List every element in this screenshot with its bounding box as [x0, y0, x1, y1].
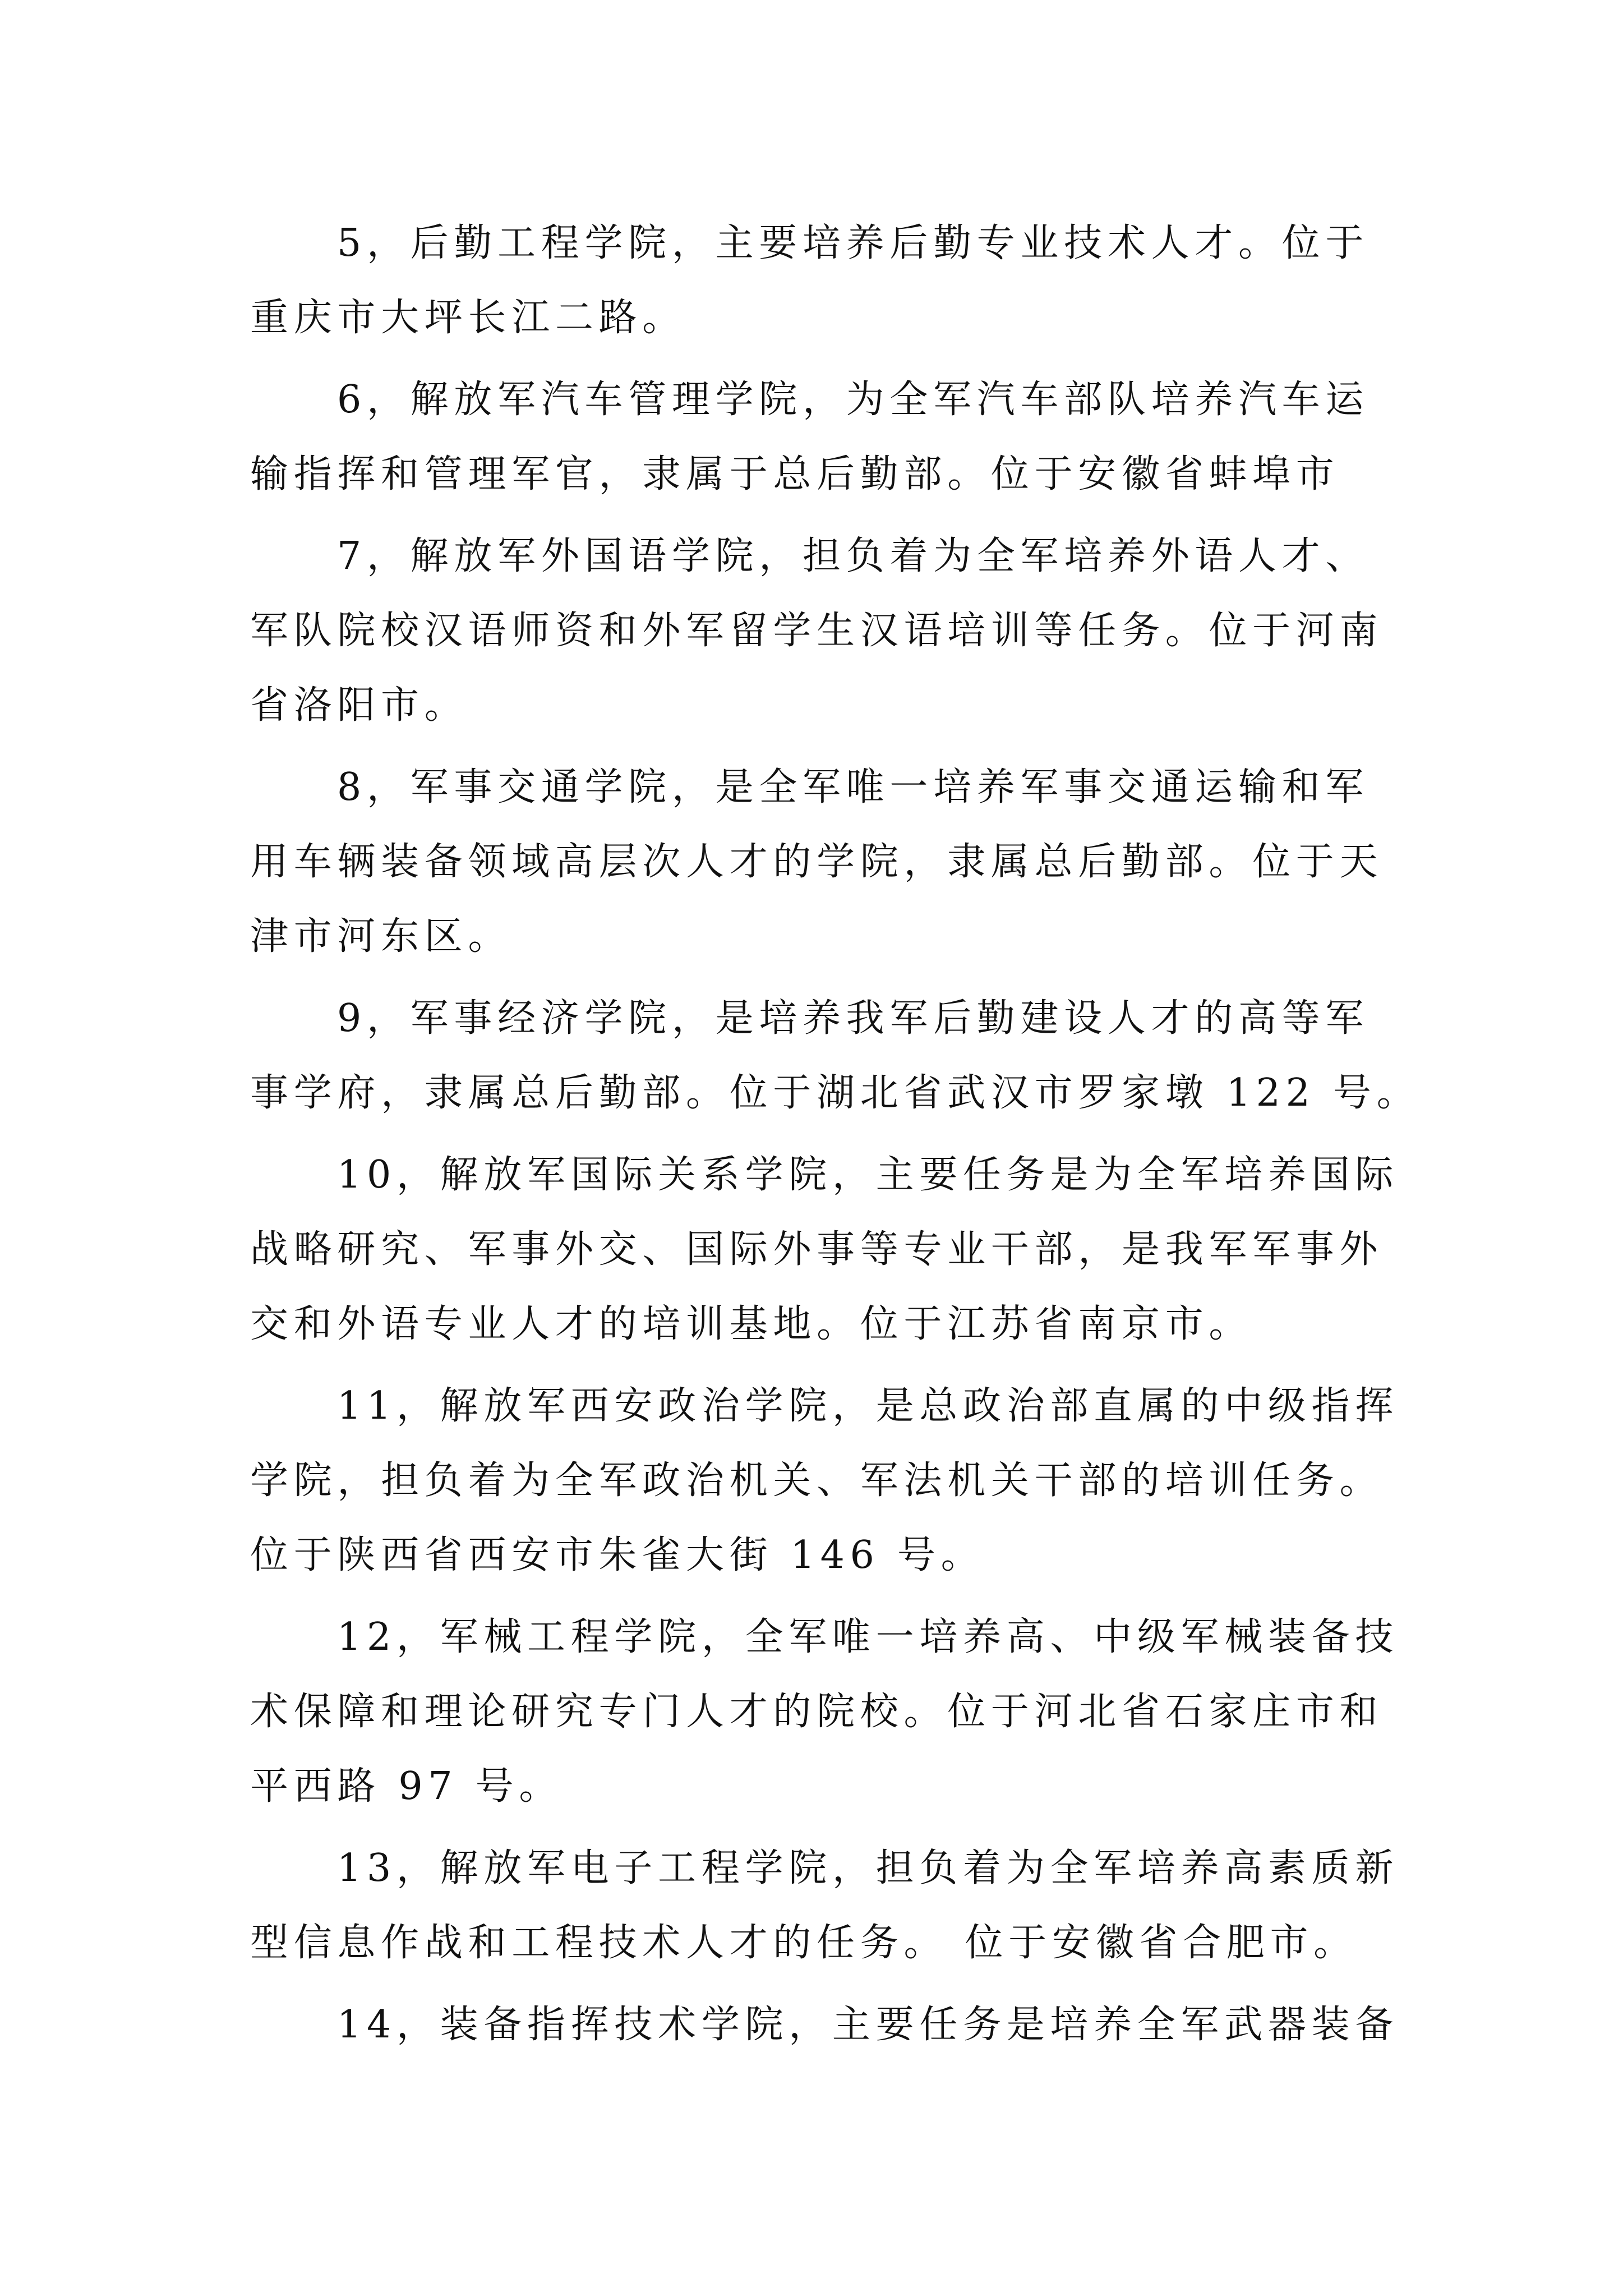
paragraph-item-13 — [250, 1831, 1428, 1980]
text-line: 14，装备指挥技术学院，主要任务是培养全军武器装备 — [337, 2003, 1399, 2047]
text-line: 用车辆装备领域高层次人才的学院，隶属总后勤部。位于天 — [250, 840, 1384, 884]
text-line: 5，后勤工程学院，主要培养后勤专业技术人才。位于 — [337, 221, 1370, 265]
text-line: 术保障和理论研究专门人才的院校。位于河北省石家庄市和 — [250, 1690, 1384, 1734]
text-line: 战略研究、军事外交、国际外事等专业干部，是我军军事外 — [250, 1227, 1384, 1272]
text-line: 事学府，隶属总后勤部。位于湖北省武汉市罗家墩 122 号。 — [250, 1071, 1421, 1115]
text-line: 输指挥和管理军官，隶属于总后勤部。位于安徽省蚌埠市 — [250, 452, 1340, 496]
text-line: 重庆市大坪长江二路。 — [250, 296, 686, 340]
text-line: 交和外语专业人才的培训基地。位于江苏省南京市。 — [250, 1302, 1253, 1346]
text-line: 9，军事经济学院，是培养我军后勤建设人才的高等军 — [337, 996, 1370, 1041]
text-line: 位于陕西省西安市朱雀大街 146 号。 — [250, 1533, 985, 1577]
text-line: 学院，担负着为全军政治机关、军法机关干部的培训任务。 — [250, 1458, 1384, 1503]
paragraph-item-11 — [250, 1369, 1428, 1593]
text-line: 13，解放军电子工程学院，担负着为全军培养高素质新 — [337, 1846, 1399, 1890]
paragraph-item-5 — [250, 206, 1428, 355]
paragraph-item-9 — [250, 981, 1428, 1130]
text-line: 12，军械工程学院，全军唯一培养高、中级军械装备技 — [337, 1615, 1399, 1659]
paragraph-item-6 — [250, 362, 1428, 512]
paragraph-item-14 — [250, 1987, 1428, 2062]
paragraph-item-12 — [250, 1600, 1428, 1824]
text-line: 平西路 97 号。 — [250, 1764, 563, 1809]
document-body — [250, 206, 1428, 2062]
text-line: 7，解放军外国语学院，担负着为全军培养外语人才、 — [337, 534, 1370, 578]
paragraph-item-8 — [250, 750, 1428, 974]
text-line: 津市河东区。 — [250, 914, 512, 959]
text-line: 型信息作战和工程技术人才的任务。 位于安徽省合肥市。 — [250, 1921, 1357, 1965]
text-line: 军队院校汉语师资和外军留学生汉语培训等任务。位于河南 — [250, 609, 1384, 653]
paragraph-item-7 — [250, 519, 1428, 743]
text-line: 11，解放军西安政治学院，是总政治部直属的中级指挥 — [337, 1384, 1399, 1428]
text-line: 8，军事交通学院，是全军唯一培养军事交通运输和军 — [337, 765, 1370, 809]
text-line: 10，解放军国际关系学院，主要任务是为全军培养国际 — [337, 1153, 1399, 1197]
paragraph-item-10 — [250, 1138, 1428, 1361]
text-line: 省洛阳市。 — [250, 683, 468, 728]
text-line: 6，解放军汽车管理学院，为全军汽车部队培养汽车运 — [337, 378, 1370, 422]
